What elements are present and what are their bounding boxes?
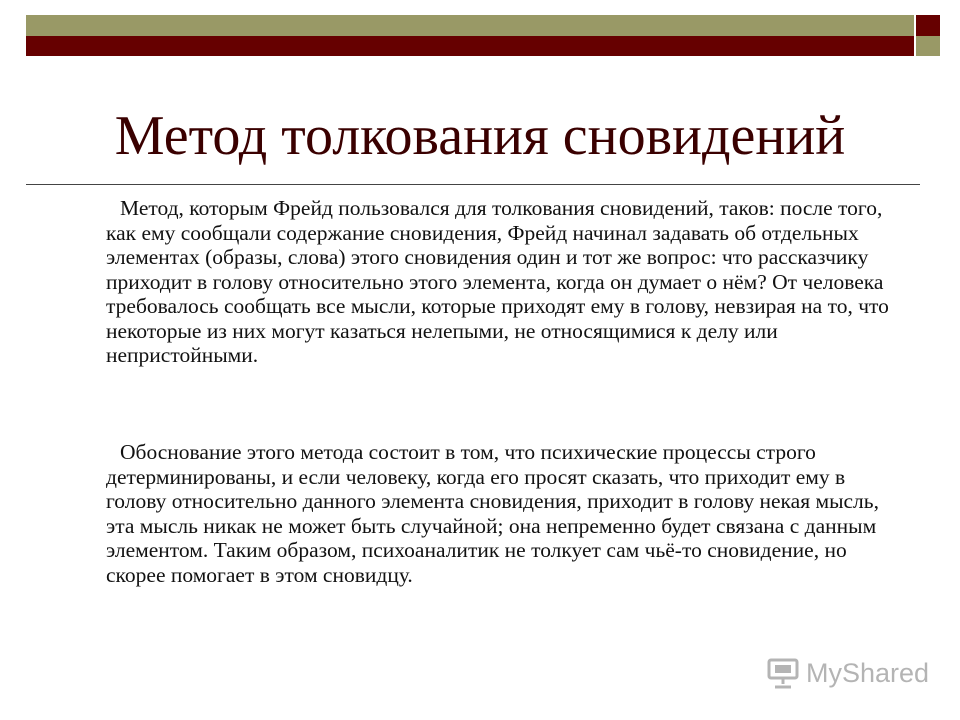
slide-paragraph-2: Обоснование этого метода состоит в том, что психические процессы строго детерминированы, и если человеку, когда его просят сказать, что приходит ему в голову относительно данного элемента сновидения, приходит в голову некая мысль, эта мысль никак не может быть случайной; она непременно будет связана с данным элементом. Таким образом, психоаналитик не толкует сам чьё-то сновидение, но скорее помогает в этом сновидцу. — [106, 440, 879, 587]
watermark-text: MyShared — [806, 657, 930, 688]
olive-stripe — [26, 15, 914, 36]
top-decorative-bar — [26, 15, 914, 56]
watermark — [766, 656, 929, 690]
projector-screen-icon — [766, 656, 800, 690]
corner-maroon-square — [916, 15, 940, 36]
corner-olive-square — [916, 36, 940, 56]
slide-paragraph-1: Метод, которым Фрейд пользовался для толкования сновидений, таков: после того, как ему сообщали содержание сновидения, Фрейд начинал задавать об отдельных элементах (образы, слова) этого сновидения один и тот же вопрос: что рассказчику приходит в голову относительно этого элемента, когда он думает о нём? От человека требовалось сообщать все мысли, которые приходят ему в голову, невзирая на то, что некоторые из них могут казаться нелепыми, не относящимися к делу или непристойными. — [106, 196, 889, 367]
title-divider — [26, 184, 920, 185]
maroon-stripe — [26, 36, 914, 56]
slide-title: Метод толкования сновидений — [114, 105, 846, 167]
corner-decorative-block — [916, 15, 940, 56]
